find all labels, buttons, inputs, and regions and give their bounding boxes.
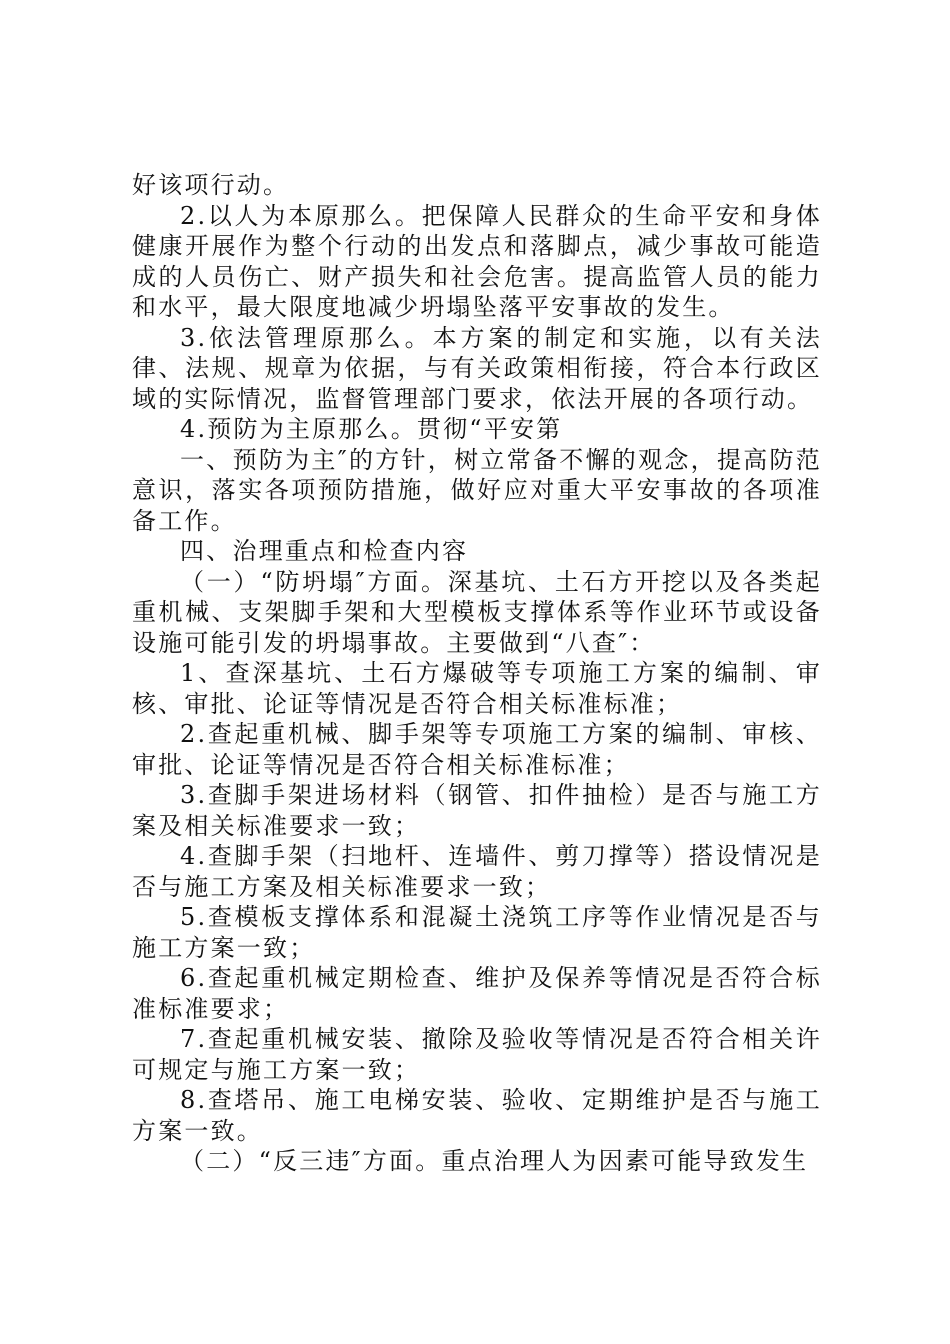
check-item-4: 4.查脚手架（扫地杆、连墙件、剪刀撑等）搭设情况是否与施工方案及相关标准要求一致； — [132, 842, 822, 901]
paragraph-anti-violations: （二）“反三违″方面。重点治理人为因素可能导致发生 — [180, 1147, 809, 1175]
check-item-2: 2.查起重机械、脚手架等专项施工方案的编制、审核、审批、论证等情况是否符合相关标准标准； — [132, 720, 822, 779]
check-item-6: 6.查起重机械定期检查、维护及保养等情况是否符合标准标准要求； — [132, 964, 822, 1023]
paragraph-continuation: 好该项行动。 — [132, 171, 290, 199]
check-item-1: 1、查深基坑、土石方爆破等专项施工方案的编制、审核、审批、论证等情况是否符合相关标准标准； — [132, 659, 822, 718]
paragraph-anti-collapse: （一）“防坍塌″方面。深基坑、土石方开挖以及各类起重机械、支架脚手架和大型模板支撑体系等作业环节或设备设施可能引发的坍塌事故。主要做到“八查″： — [132, 567, 822, 657]
section-heading-4: 四、治理重点和检查内容 — [180, 537, 469, 565]
check-item-5: 5.查模板支撑体系和混凝土浇筑工序等作业情况是否与施工方案一致； — [132, 903, 822, 962]
paragraph-principle-2: 2.以人为本原那么。把保障人民群众的生命平安和身体健康开展作为整个行动的出发点和落脚点，减少事故可能造成的人员伤亡、财产损失和社会危害。提高监管人员的能力和水平，最大限度地减少坍塌坠落平安事故的发生。 — [132, 201, 822, 321]
paragraph-principle-4: 4.预防为主原那么。贯彻“平安第 — [180, 415, 563, 443]
check-item-3: 3.查脚手架进场材料（钢管、扣件抽检）是否与施工方案及相关标准要求一致； — [132, 781, 822, 840]
check-item-8: 8.查塔吊、施工电梯安装、验收、定期维护是否与施工方案一致。 — [132, 1086, 822, 1145]
paragraph-principle-3: 3.依法管理原那么。本方案的制定和实施，以有关法律、法规、规章为依据，与有关政策相衔接，符合本行政区域的实际情况，监督管理部门要求，依法开展的各项行动。 — [132, 323, 822, 413]
check-item-7: 7.查起重机械安装、撤除及验收等情况是否符合相关许可规定与施工方案一致； — [132, 1025, 822, 1084]
document-body — [132, 170, 822, 1177]
paragraph-principle-4-cont: 一、预防为主″的方针，树立常备不懈的观念，提高防范意识，落实各项预防措施，做好应对重大平安事故的各项准备工作。 — [132, 445, 822, 535]
